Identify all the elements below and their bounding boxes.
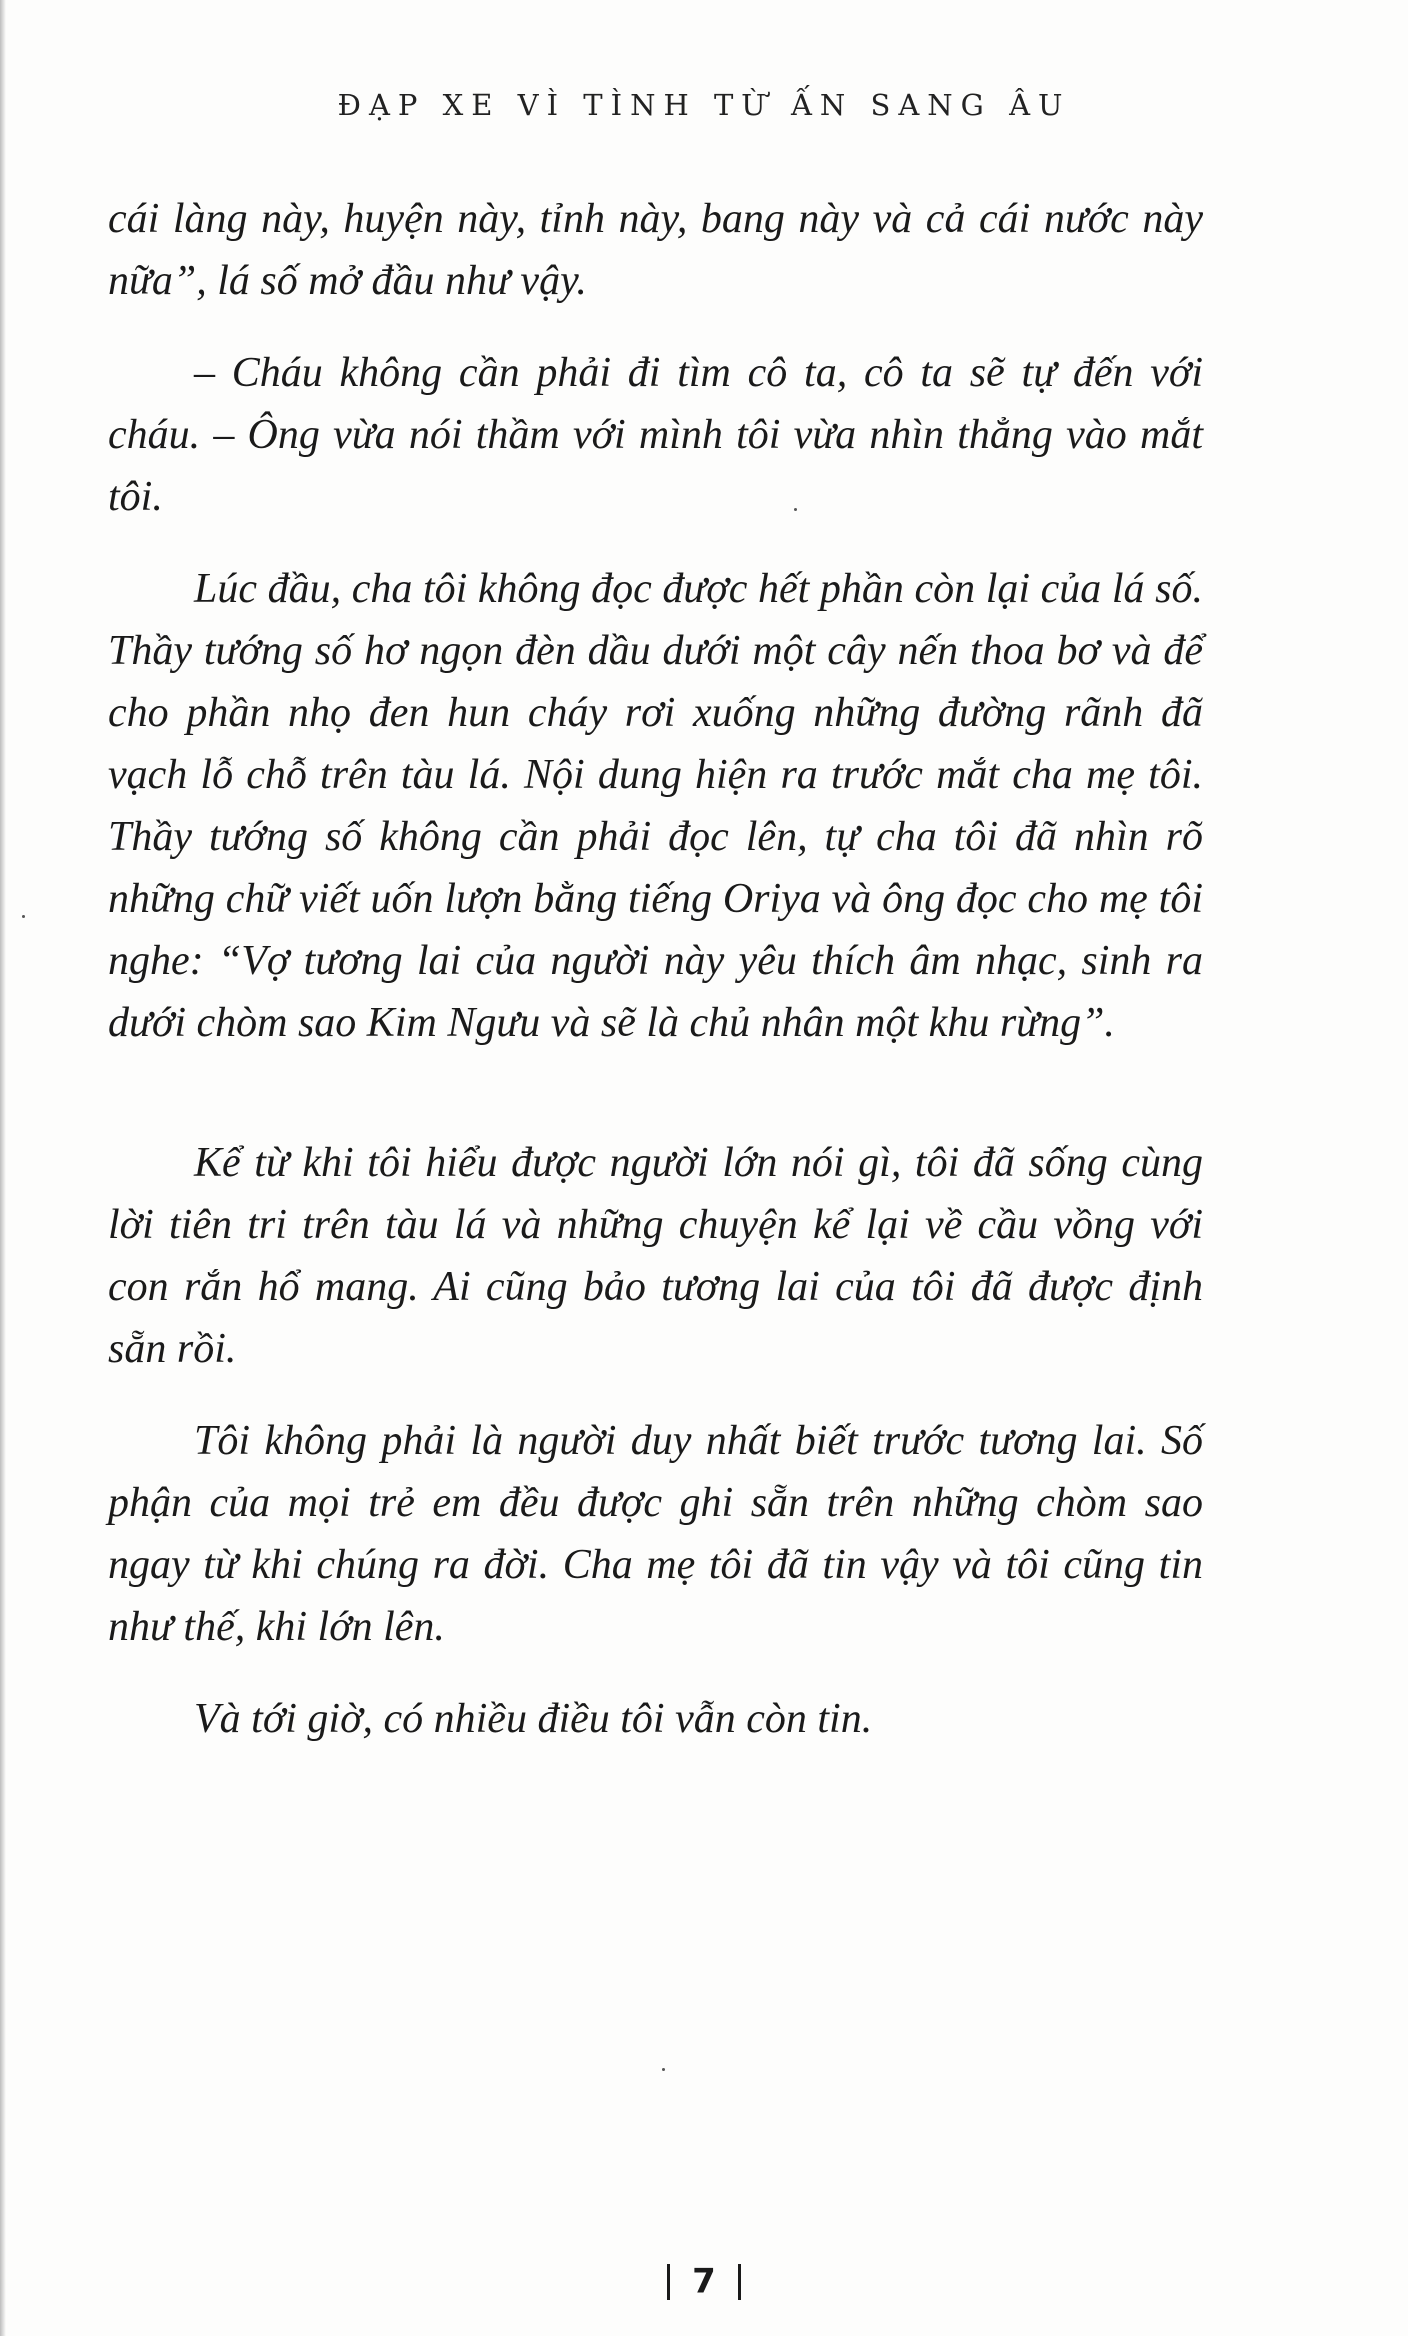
folio-right-rule [738,2264,741,2300]
paragraph-5: Tôi không phải là người duy nhất biết trước tương lai. Số phận của mọi trẻ em đều được ghi sẵn trên những chòm sao ngay từ khi chúng ra đời. Cha mẹ tôi đã tin vậy và tôi cũng tin như thế, khi lớn lên. [108,1418,1203,1650]
ink-speck [22,915,25,918]
body-text [108,188,1203,1780]
folio-left-rule [667,2264,670,2300]
paragraph-3: Lúc đầu, cha tôi không đọc được hết phần còn lại của lá số. Thầy tướng số hơ ngọn đèn dầu dưới một cây nến thoa bơ và để cho phần nhọ đen hun cháy rơi xuống những đường rãnh đã vạch lỗ chỗ trên tàu lá. Nội dung hiện ra trước mắt cha mẹ tôi. Thầy tướng số không cần phải đọc lên, tự cha tôi đã nhìn rõ những chữ viết uốn lượn bằng tiếng Oriya và ông đọc cho mẹ tôi nghe: “Vợ tương lai của người này yêu thích âm nhạc, sinh ra dưới chòm sao Kim Ngưu và sẽ là chủ nhân một khu rừng”. [108,566,1203,1046]
paragraph-2: – Cháu không cần phải đi tìm cô ta, cô ta sẽ tự đến với cháu. – Ông vừa nói thầm với mình tôi vừa nhìn thẳng vào mắt tôi. [108,350,1203,520]
paragraph-4: Kể từ khi tôi hiểu được người lớn nói gì, tôi đã sống cùng lời tiên tri trên tàu lá và những chuyện kể lại về cầu vồng với con rắn hổ mang. Ai cũng bảo tương lai của tôi đã được định sẵn rồi. [108,1140,1203,1372]
paragraph-1: cái làng này, huyện này, tỉnh này, bang này và cả cái nước này nữa”, lá số mở đầu như vậy. [108,196,1203,304]
ink-speck [794,508,797,511]
ink-speck [662,2068,665,2071]
page-binding-shadow [0,0,6,2336]
page-number: 7 [692,2261,716,2302]
running-header: ĐẠP XE VÌ TÌNH TỪ ẤN SANG ÂU [337,88,1071,122]
page-folio [0,2260,1408,2302]
paragraph-6: Và tới giờ, có nhiều điều tôi vẫn còn tin. [194,1696,873,1742]
